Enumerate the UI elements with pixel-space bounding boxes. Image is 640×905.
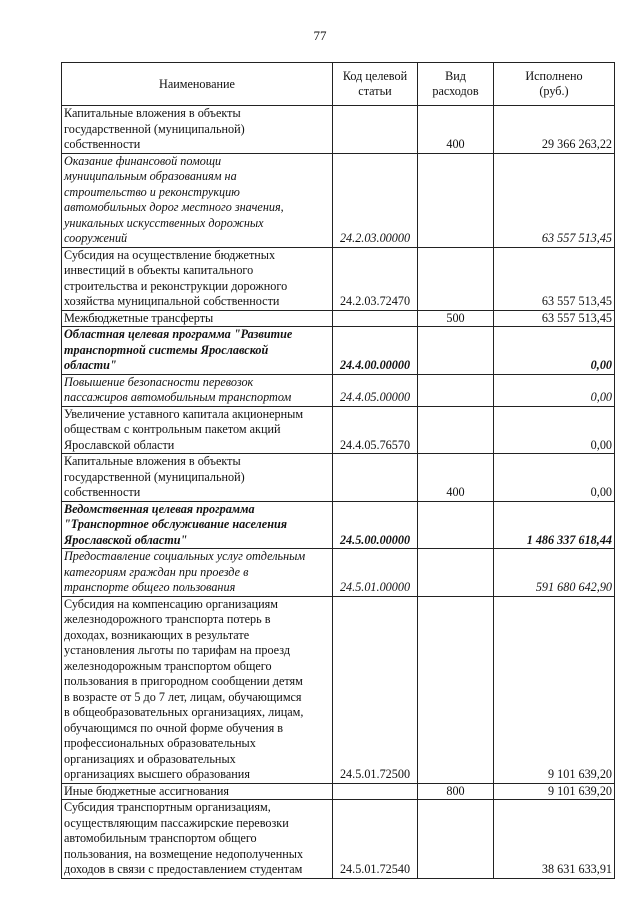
row-amount-cell: 0,00: [494, 454, 615, 502]
table-row: [62, 501, 615, 549]
header-amount: Исполнено (руб.): [494, 63, 615, 106]
row-type-cell: 800: [418, 783, 494, 800]
header-type: Вид расходов: [418, 63, 494, 106]
row-type-cell: 400: [418, 106, 494, 154]
row-amount-cell: 63 557 513,45: [494, 310, 615, 327]
row-name-cell: Иные бюджетные ассигнования: [62, 783, 333, 800]
row-code-cell: 24.5.00.00000: [333, 501, 418, 549]
row-type-cell: [418, 327, 494, 375]
row-name-cell: Оказание финансовой помощи муниципальным образованиям на строительство и реконструкцию автомобильных дорог местного значения, уникальных искусственных дорожных сооружений: [62, 153, 333, 247]
page-number: 77: [313, 28, 327, 43]
row-amount-cell: 9 101 639,20: [494, 596, 615, 783]
row-type-cell: [418, 247, 494, 310]
row-amount-cell: 29 366 263,22: [494, 106, 615, 154]
row-code-cell: 24.5.01.72500: [333, 596, 418, 783]
row-code-cell: [333, 783, 418, 800]
row-amount-cell: 0,00: [494, 374, 615, 406]
row-code-cell: 24.4.00.00000: [333, 327, 418, 375]
row-name-cell: Повышение безопасности перевозок пассажиров автомобильным транспортом: [62, 374, 333, 406]
row-code-cell: 24.2.03.00000: [333, 153, 418, 247]
row-name-cell: Субсидия на осуществление бюджетных инвестиций в объекты капитального строительства и реконструкции дорожного хозяйства муниципальной собственности: [62, 247, 333, 310]
row-name-cell: Капитальные вложения в объекты государственной (муниципальной) собственности: [62, 106, 333, 154]
row-name-cell: Межбюджетные трансферты: [62, 310, 333, 327]
table-row: [62, 454, 615, 502]
table-row: [62, 327, 615, 375]
header-code: Код целевой статьи: [333, 63, 418, 106]
row-code-cell: [333, 454, 418, 502]
row-type-cell: [418, 374, 494, 406]
row-name-cell: Увеличение уставного капитала акционерным обществам с контрольным пакетом акций Ярославской области: [62, 406, 333, 454]
row-type-cell: 400: [418, 454, 494, 502]
table-row: [62, 549, 615, 597]
row-amount-cell: 38 631 633,91: [494, 800, 615, 879]
row-name-cell: Субсидия транспортным организациям, осуществляющим пассажирские перевозки автомобильным транспортом общего пользования, на возмещение недополученных доходов в связи с предоставлением студентам: [62, 800, 333, 879]
row-name-cell: Областная целевая программа "Развитие транспортной системы Ярославской области": [62, 327, 333, 375]
table-row: [62, 596, 615, 783]
table-row: [62, 153, 615, 247]
row-code-cell: 24.2.03.72470: [333, 247, 418, 310]
table-row: [62, 374, 615, 406]
row-code-cell: 24.4.05.00000: [333, 374, 418, 406]
row-amount-cell: 0,00: [494, 406, 615, 454]
row-type-cell: 500: [418, 310, 494, 327]
row-name-cell: Предоставление социальных услуг отдельным категориям граждан при проезде в транспорте общего пользования: [62, 549, 333, 597]
table-row: [62, 800, 615, 879]
row-name-cell: Капитальные вложения в объекты государственной (муниципальной) собственности: [62, 454, 333, 502]
row-amount-cell: 63 557 513,45: [494, 247, 615, 310]
table-row: [62, 310, 615, 327]
row-amount-cell: 63 557 513,45: [494, 153, 615, 247]
row-name-cell: Ведомственная целевая программа "Транспортное обслуживание населения Ярославской области": [62, 501, 333, 549]
table-row: [62, 106, 615, 154]
table-row: [62, 783, 615, 800]
row-code-cell: 24.5.01.72540: [333, 800, 418, 879]
row-code-cell: 24.4.05.76570: [333, 406, 418, 454]
row-code-cell: [333, 310, 418, 327]
row-amount-cell: 0,00: [494, 327, 615, 375]
row-name-cell: Субсидия на компенсацию организациям железнодорожного транспорта потерь в доходах, возникающих в результате установления льготы по тарифам на проезд железнодорожным транспортом общего пользования в пригородном сообщении детям в возрасте от 5 до 7 лет, лицам, обучающимся в общеобразовательных организациях, лицам, обучающимся по очной форме обучения в профессиональных образовательных организациях и образовательных организациях высшего образования: [62, 596, 333, 783]
row-type-cell: [418, 153, 494, 247]
row-amount-cell: 9 101 639,20: [494, 783, 615, 800]
row-amount-cell: 1 486 337 618,44: [494, 501, 615, 549]
row-type-cell: [418, 406, 494, 454]
row-type-cell: [418, 596, 494, 783]
row-amount-cell: 591 680 642,90: [494, 549, 615, 597]
row-code-cell: 24.5.01.00000: [333, 549, 418, 597]
row-type-cell: [418, 501, 494, 549]
row-type-cell: [418, 800, 494, 879]
row-code-cell: [333, 106, 418, 154]
table-row: [62, 406, 615, 454]
table-header-row: [62, 63, 615, 106]
row-type-cell: [418, 549, 494, 597]
budget-table: [61, 62, 615, 879]
header-name: Наименование: [62, 63, 333, 106]
table-row: [62, 247, 615, 310]
